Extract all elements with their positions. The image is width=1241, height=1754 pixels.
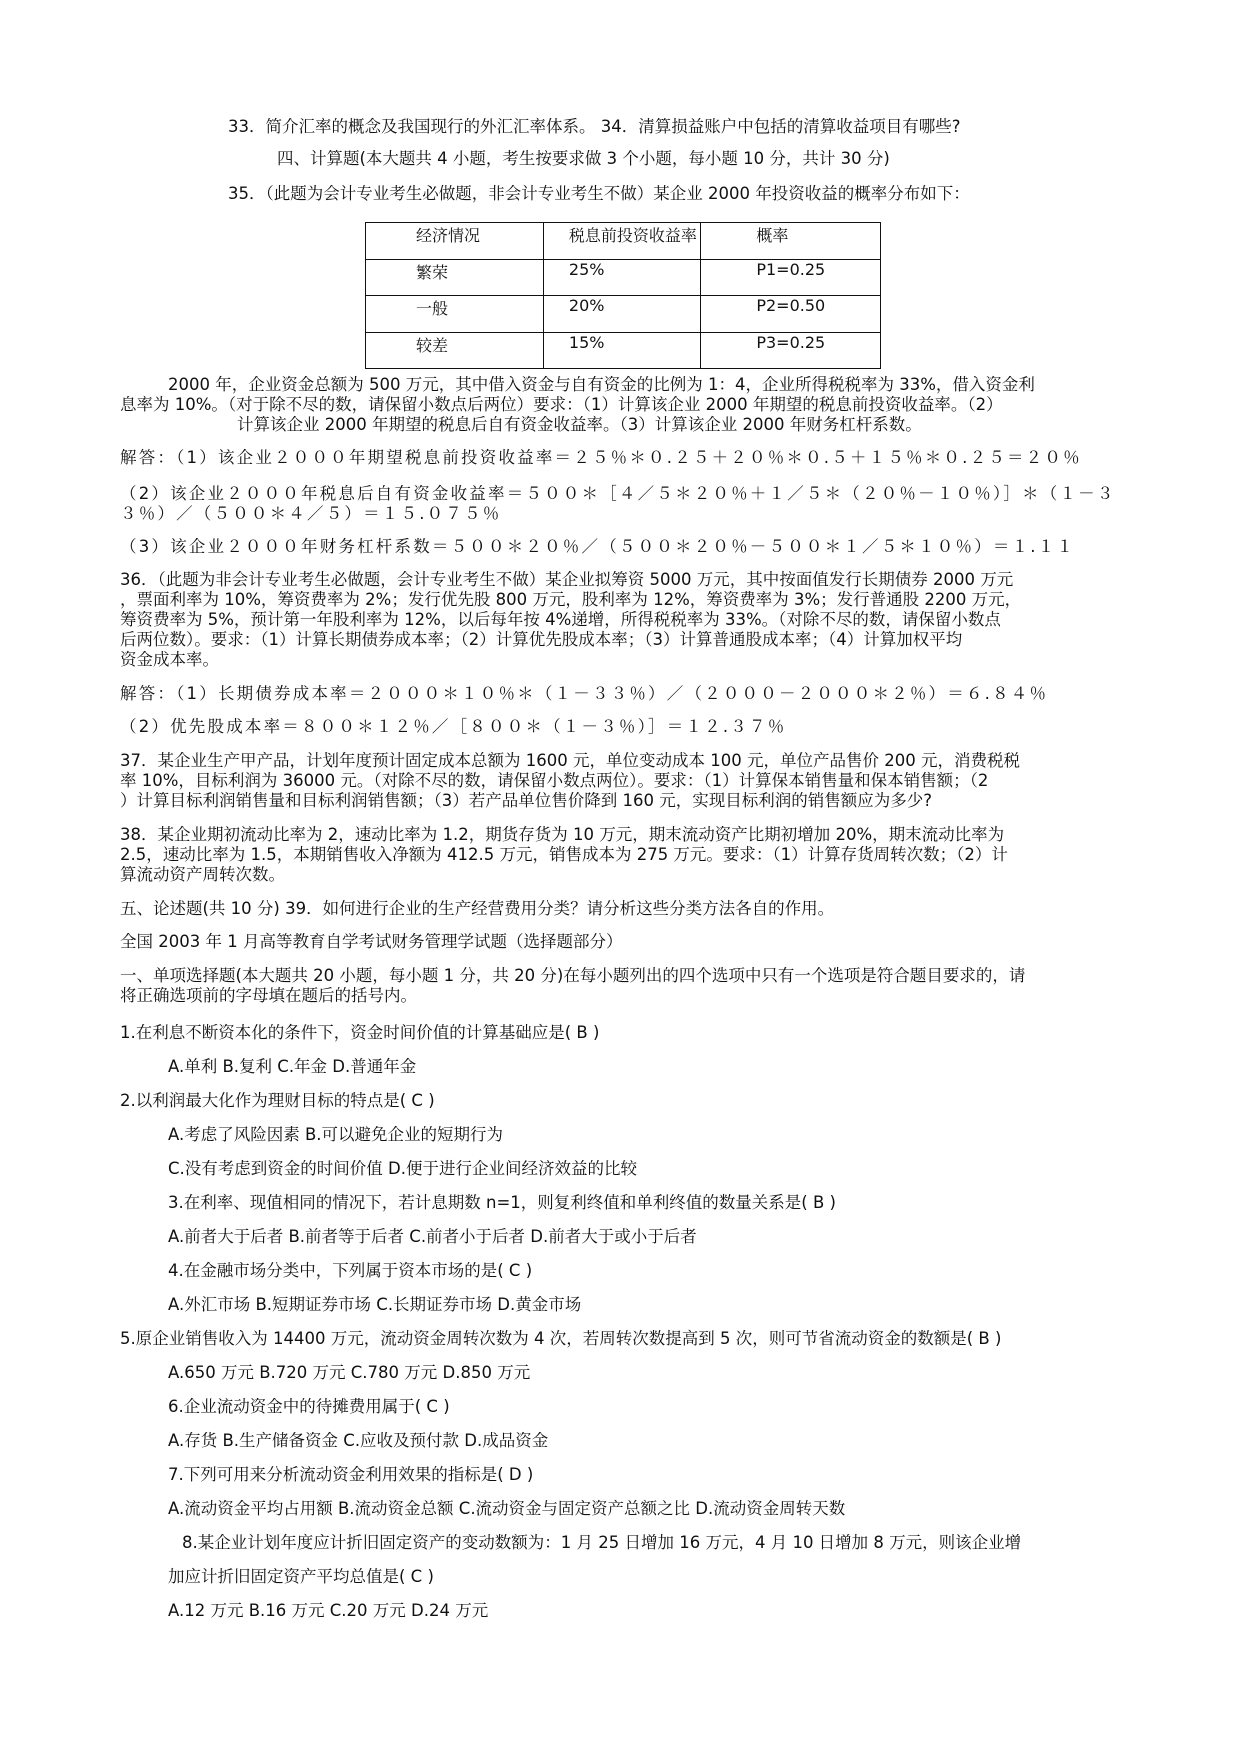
question-33-34: 33．简介汇率的概念及我国现行的外汇汇率体系。 34．清算损益账户中包括的清算收益项目有哪些? [228,117,961,136]
question-36-line: 后两位数）。要求：（1）计算长期债券成本率；（2）计算优先股成本率；（3）计算普通股成本率；（4）计算加权平均 [120,630,963,649]
mc-question-1: 1.在利息不断资本化的条件下，资金时间价值的计算基础应是( B ) [120,1023,600,1042]
question-36-line: ，票面利率为 10%，筹资费率为 2%；发行优先股 800 万元，股利率为 12%，筹资费率为 3%；发行普通股 2200 万元， [120,590,1022,609]
q35-text-line: 息率为 10%。（对于除不尽的数，请保留小数点后两位）要求：（1）计算该企业 2000 年期望的税息前投资收益率。（2） [120,395,1003,414]
question-35: 35．（此题为会计专业考生必做题，非会计专业考生不做）某企业 2000 年投资收益的概率分布如下： [228,184,970,203]
answer-36-line: 解答：（1）长期债券成本率＝２０００＊１０％＊（１－３３％）／（２０００－２０００＊２％）＝６.８４％ [120,684,1049,703]
mc-question-2: 2.以利润最大化作为理财目标的特点是( C ) [120,1091,435,1110]
question-38-line: 2.5，速动比率为 1.5，本期销售收入净额为 412.5 万元，销售成本为 275 万元。要求：（1）计算存货周转次数；（2）计 [120,845,1008,864]
mc-options-2: A.考虑了风险因素 B.可以避免企业的短期行为 [168,1125,504,1144]
question-38-line: 算流动资产周转次数。 [120,865,285,884]
answer-35-line: （3）该企业２０００年财务杠杆系数＝５００＊２０％／（５００＊２０％－５００＊１／５＊１０％）＝１.１１ [120,537,1076,556]
table-header-cell: 税息前投资收益率 [543,223,700,260]
mc-options-2: C.没有考虑到资金的时间价值 D.便于进行企业间经济效益的比较 [168,1159,637,1178]
q35-text-line: 计算该企业 2000 年期望的税息后自有资金收益率。（3）计算该企业 2000 年财务杠杆系数。 [237,415,922,434]
table-header-row [366,223,881,260]
mc-question-8: 加应计折旧固定资产平均总值是( C ) [168,1567,434,1586]
section-4-heading: 四、计算题(本大题共 4 小题，考生按要求做 3 个小题，每小题 10 分，共计 30 分) [277,149,890,168]
mc-options-1: A.单利 B.复利 C.年金 D.普通年金 [168,1057,417,1076]
question-37-line: ）计算目标利润销售量和目标利润销售额；（3）若产品单位售价降到 160 元，实现目标利润的销售额应为多少? [120,791,932,810]
table-cell: 一般 [366,296,544,333]
mc-options-7: A.流动资金平均占用额 B.流动资金总额 C.流动资金与固定资产总额之比 D.流动资金周转天数 [168,1499,846,1518]
question-36-line: 筹资费率为 5%，预计第一年股利率为 12%，以后每年按 4%递增，所得税税率为 33%。（对除不尽的数，请保留小数点 [120,610,1001,629]
mc-options-5: A.650 万元 B.720 万元 C.780 万元 D.850 万元 [168,1363,531,1382]
question-36-line: 资金成本率。 [120,650,219,669]
question-36-line: 36．（此题为非会计专业考生必做题，会计专业考生不做）某企业拟筹资 5000 万元，其中按面值发行长期债券 2000 万元 [120,570,1014,589]
exam-title: 全国 2003 年 1 月高等教育自学考试财务管理学试题（选择题部分） [120,932,623,951]
answer-36-line: （2）优先股成本率＝８００＊１２％／［８００＊（１－３％）］＝１２.３７％ [120,717,787,736]
mc-options-8: A.12 万元 B.16 万元 C.20 万元 D.24 万元 [168,1601,489,1620]
section-5-heading: 五、论述题(共 10 分) 39．如何进行企业的生产经营费用分类？请分析这些分类方法各自的作用。 [120,899,835,918]
probability-table [365,222,881,369]
answer-35-line: 解答：（1）该企业２０００年期望税息前投资收益率＝２５％＊０.２５＋２０％＊０.５＋１５％＊０.２５＝２０％ [120,448,1082,467]
table-row [366,259,881,296]
table-cell: P3=0.25 [701,332,881,369]
mc-options-3: A.前者大于后者 B.前者等于后者 C.前者小于后者 D.前者大于或小于后者 [168,1227,697,1246]
table-cell: 20% [543,296,700,333]
mc-question-8: 8.某企业计划年度应计折旧固定资产的变动数额为：1 月 25 日增加 16 万元，4 月 10 日增加 8 万元，则该企业增 [182,1533,1022,1552]
section-1-heading: 将正确选项前的字母填在题后的括号内。 [120,986,417,1005]
mc-question-5: 5.原企业销售收入为 14400 万元，流动资金周转次数为 4 次，若周转次数提高到 5 次，则可节省流动资金的数额是( B ) [120,1329,1002,1348]
question-38-line: 38．某企业期初流动比率为 2，速动比率为 1.2，期货存货为 10 万元，期末流动资产比期初增加 20%，期末流动比率为 [120,825,1005,844]
table-header-cell: 经济情况 [366,223,544,260]
section-1-heading: 一、单项选择题(本大题共 20 小题，每小题 1 分，共 20 分)在每小题列出的四个选项中只有一个选项是符合题目要求的，请 [120,966,1026,985]
mc-question-7: 7.下列可用来分析流动资金利用效果的指标是( D ) [168,1465,534,1484]
question-37-line: 率 10%，目标利润为 36000 元。（对除不尽的数，请保留小数点两位）。要求：（1）计算保本销售量和保本销售额；（2 [120,771,989,790]
mc-question-4: 4.在金融市场分类中，下列属于资本市场的是( C ) [168,1261,533,1280]
table-header-cell: 概率 [701,223,881,260]
answer-35-line: （2）该企业２０００年税息后自有资金收益率＝５００＊［４／５＊２０％＋１／５＊（２０％－１０％）］＊（１－３ [120,484,1116,503]
mc-options-6: A.存货 B.生产储备资金 C.应收及预付款 D.成品资金 [168,1431,549,1450]
mc-question-3: 3.在利率、现值相同的情况下，若计息期数 n=1，则复利终值和单利终值的数量关系是( B ) [168,1193,836,1212]
table-cell: P1=0.25 [701,259,881,296]
table-cell: 25% [543,259,700,296]
table-row [366,332,881,369]
table-cell: 15% [543,332,700,369]
mc-options-4: A.外汇市场 B.短期证券市场 C.长期证券市场 D.黄金市场 [168,1295,582,1314]
mc-question-6: 6.企业流动资金中的待摊费用属于( C ) [168,1397,450,1416]
answer-35-line: ３％）／（５００＊４／５）＝１５.０７５％ [120,504,502,523]
q35-text-line: 2000 年，企业资金总额为 500 万元，其中借入资金与自有资金的比例为 1：4，企业所得税税率为 33%，借入资金利 [168,375,1035,394]
table-row [366,296,881,333]
table-cell: P2=0.50 [701,296,881,333]
table-cell: 繁荣 [366,259,544,296]
table-cell: 较差 [366,332,544,369]
question-37-line: 37．某企业生产甲产品，计划年度预计固定成本总额为 1600 元，单位变动成本 100 元，单位产品售价 200 元，消费税税 [120,751,1020,770]
